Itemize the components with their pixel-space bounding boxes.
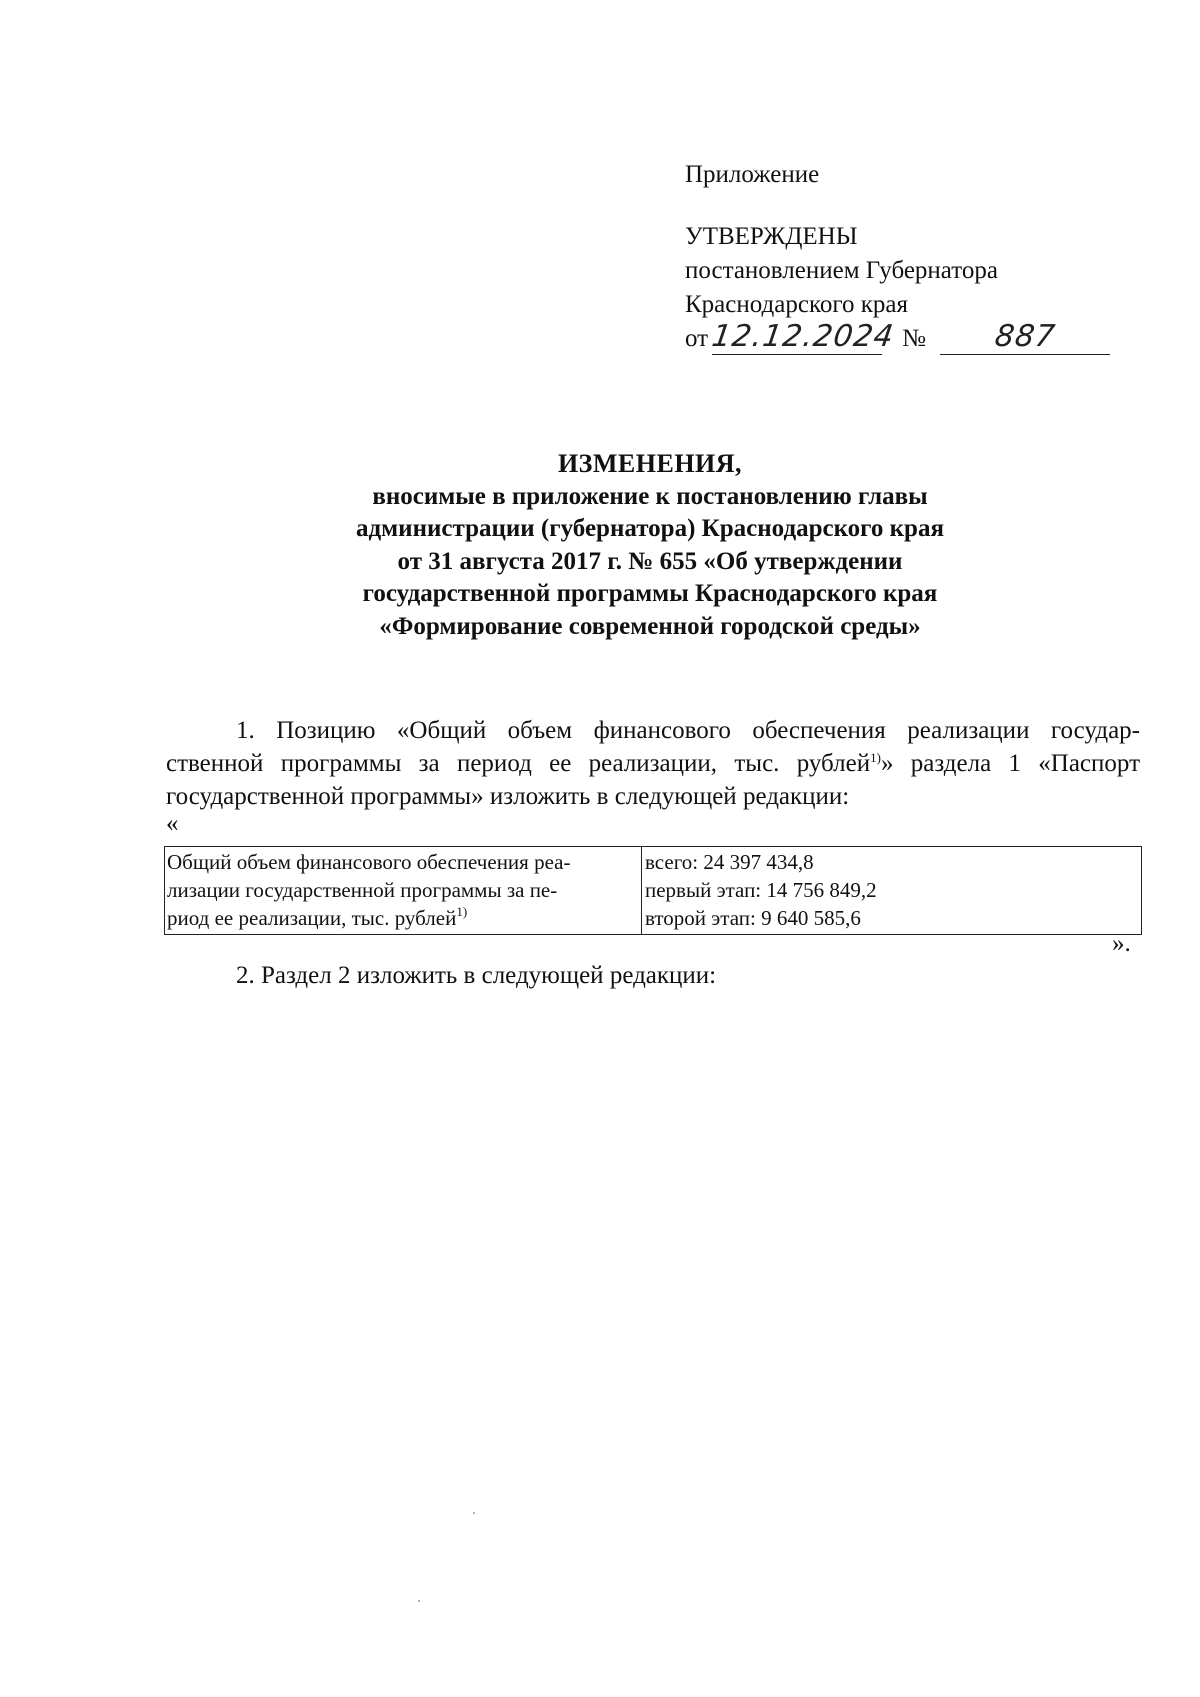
approved-by-line-2: Краснодарского края [685, 291, 908, 318]
date-number-line [685, 319, 1110, 356]
title-line: от 31 августа 2017 г. № 655 «Об утверждении [397, 547, 903, 575]
section-1-line-2a: ственной программы за период ее реализации, тыс. рублей [166, 750, 871, 777]
approved-label: УТВЕРЖДЕНЫ [685, 223, 858, 250]
table-values-cell [642, 847, 1142, 935]
title-line: «Формирование современной городской среды» [379, 612, 921, 640]
approval-block [685, 158, 1110, 356]
section-1-line-1: 1. Позицию «Общий объем финансового обеспечения реализации государ- [236, 717, 1140, 744]
financing-table [164, 846, 1142, 935]
table-label-line-last [167, 904, 639, 932]
number-sign: № [902, 325, 926, 352]
table-footnote-mark: 1) [456, 904, 468, 919]
handwritten-date: 12.12.2024 [709, 319, 897, 354]
document-title [150, 448, 1150, 643]
title-main: ИЗМЕНЕНИЯ, [557, 449, 743, 478]
stage-1-value: первый этап: 14 756 849,2 [645, 878, 877, 902]
section-1-line-3: государственной программы» изложить в следующей редакции: [166, 783, 850, 810]
scan-speck [473, 1512, 475, 1514]
section-1-line-2b: » раздела 1 «Паспорт [880, 750, 1140, 777]
section-1-paragraph [166, 714, 1140, 813]
table-label-cell [165, 847, 642, 935]
approved-by-line-1: постановлением Губернатора [685, 257, 998, 284]
footnote-mark: 1) [870, 750, 881, 765]
appendix-label: Приложение [685, 161, 820, 188]
stage-2-value: второй этап: 9 640 585,6 [645, 906, 861, 930]
title-line: государственной программы Краснодарского края [362, 580, 938, 607]
total-value: всего: 24 397 434,8 [645, 850, 814, 874]
table-label-line: Общий объем финансового обеспечения реа- [167, 850, 571, 874]
section-1-line-2 [166, 747, 1140, 780]
date-field [709, 319, 897, 355]
title-line: вносимые в приложение к постановлению главы [372, 482, 928, 510]
title-line: администрации (губернатора) Краснодарского края [356, 515, 944, 542]
handwritten-number: 887 [992, 319, 1058, 354]
table-label-line: лизации государственной программы за пе- [167, 878, 558, 902]
section-2-paragraph: 2. Раздел 2 изложить в следующей редакции: [236, 962, 717, 989]
scan-speck [418, 1600, 420, 1602]
table-row [165, 847, 1142, 935]
date-prefix: от [685, 325, 709, 352]
table-label-text: риод ее реализации, тыс. рублей [167, 906, 457, 930]
close-quote: ». [1112, 930, 1131, 957]
open-quote: « [166, 810, 179, 837]
number-field [940, 319, 1110, 355]
